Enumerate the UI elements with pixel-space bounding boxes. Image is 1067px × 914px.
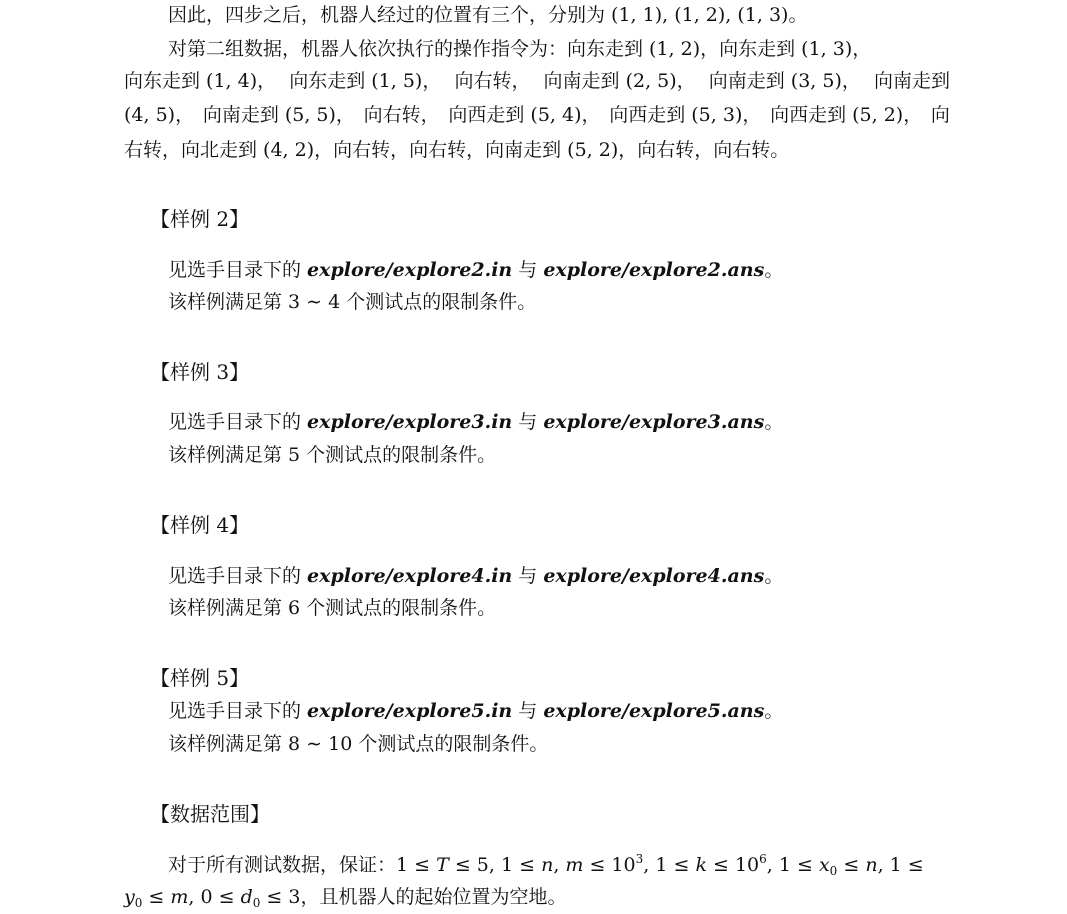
sample-2-constraint: 该样例满足第 3 ∼ 4 个测试点的限制条件。 bbox=[168, 291, 537, 313]
text-segment: 向南走到 bbox=[873, 70, 950, 92]
sample-3-answer-file: explore/explore3.ans bbox=[543, 411, 765, 433]
sample-4-input-file: explore/explore4.in bbox=[307, 565, 513, 587]
sample-5-answer-file: explore/explore5.ans bbox=[543, 700, 765, 722]
sample-4-files: 见选手目录下的 explore/explore4.in 与 explore/explore4.ans。 bbox=[168, 565, 784, 587]
explanation-line-1: 因此，四步之后，机器人经过的位置有三个，分别为 (1, 1), (1, 2), (1, 3)。 bbox=[168, 4, 808, 26]
explanation-line-5: 右转，向北走到 (4, 2)，向右转，向右转，向南走到 (5, 2)，向右转，向右转。 bbox=[124, 139, 790, 161]
sample-3-input-file: explore/explore3.in bbox=[307, 411, 513, 433]
text-segment: (4, 5)， bbox=[124, 104, 195, 126]
sample-3-files: 见选手目录下的 explore/explore3.in 与 explore/explore3.ans。 bbox=[168, 411, 784, 433]
explanation-line-2: 对第二组数据，机器人依次执行的操作指令为：向东走到 (1, 2)，向东走到 (1, 3)， bbox=[168, 38, 872, 60]
sample-4-answer-file: explore/explore4.ans bbox=[543, 565, 765, 587]
text-segment: 向西走到 (5, 3)， bbox=[609, 104, 762, 126]
data-range-line-1: 对于所有测试数据，保证：1 ≤ T ≤ 5, 1 ≤ n, $m \le 10^3$, $1 \le k \le 10^6$, $1 \le x_0 \le n$, 1 ≤ bbox=[168, 852, 924, 878]
text-segment: 向南走到 (5, 5)， bbox=[202, 104, 355, 126]
sample-5-constraint: 该样例满足第 8 ∼ 10 个测试点的限制条件。 bbox=[168, 733, 549, 755]
text-segment: 向右转， bbox=[363, 104, 440, 126]
sample-2-files: 见选手目录下的 explore/explore2.in 与 explore/explore2.ans。 bbox=[168, 259, 784, 281]
text-segment: 向东走到 (1, 4)， bbox=[124, 70, 277, 92]
sample-5-input-file: explore/explore5.in bbox=[307, 700, 513, 722]
text-segment: 向东走到 (1, 5)， bbox=[289, 70, 442, 92]
explanation-line-3 bbox=[124, 64, 950, 98]
text-segment: 向 bbox=[930, 104, 950, 126]
sample-5-heading: 【样例 5】 bbox=[150, 666, 250, 690]
sample-2-input-file: explore/explore2.in bbox=[307, 259, 513, 281]
explanation-line-4 bbox=[124, 98, 950, 132]
sample-3-heading: 【样例 3】 bbox=[150, 360, 250, 384]
text-segment: 向南走到 (3, 5)， bbox=[708, 70, 861, 92]
data-range-heading: 【数据范围】 bbox=[150, 802, 270, 826]
text-segment: 向右转， bbox=[454, 70, 531, 92]
sample-4-heading: 【样例 4】 bbox=[150, 513, 250, 537]
sample-2-answer-file: explore/explore2.ans bbox=[543, 259, 765, 281]
sample-5-files: 见选手目录下的 explore/explore5.in 与 explore/explore5.ans。 bbox=[168, 700, 784, 722]
sample-3-constraint: 该样例满足第 5 个测试点的限制条件。 bbox=[168, 444, 497, 466]
text-segment: 向西走到 (5, 2)， bbox=[770, 104, 923, 126]
sample-4-constraint: 该样例满足第 6 个测试点的限制条件。 bbox=[168, 597, 497, 619]
sample-2-heading: 【样例 2】 bbox=[150, 207, 250, 231]
text-segment: 向南走到 (2, 5)， bbox=[543, 70, 696, 92]
data-range-line-2: $y_0 \le m$, $0 \le d_0 \le 3$，且机器人的起始位置为空地。 bbox=[124, 886, 567, 910]
text-segment: 向西走到 (5, 4)， bbox=[448, 104, 601, 126]
